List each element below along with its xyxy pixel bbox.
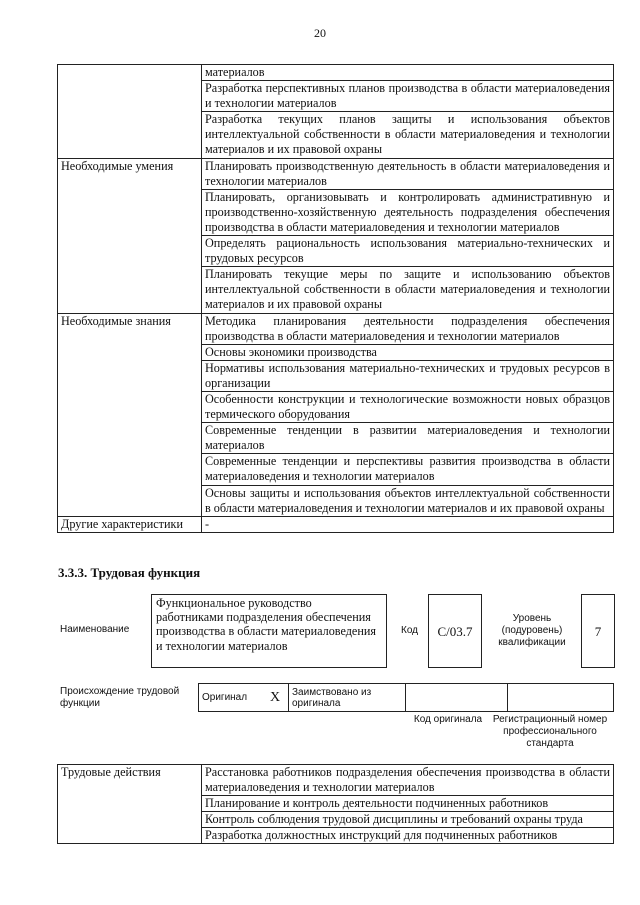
table-row — [58, 65, 614, 81]
row-item: Нормативы использования материально-технических и трудовых ресурсов в организации — [202, 360, 614, 391]
row-item: Современные тенденции в развитии материаловедения и технологии материалов — [202, 423, 614, 454]
function-name-box: Функциональное руководство работниками подразделения обеспечения производства в области материаловедения и технологии материалов — [151, 594, 387, 668]
original-code-caption: Код оригинала — [413, 714, 483, 725]
origin-table — [198, 683, 614, 712]
code-label: Код — [401, 625, 419, 636]
table-row — [58, 765, 614, 796]
row-item: Определять рациональность использования материально-технических и трудовых ресурсов — [202, 236, 614, 267]
name-label: Наименование — [60, 624, 130, 635]
original-cell: Оригинал — [199, 684, 263, 712]
table-row — [58, 158, 614, 189]
row-item: Современные тенденции и перспективы развития производства в области материаловедения и технологии материалов — [202, 454, 614, 485]
row-label — [58, 65, 202, 159]
labor-actions-table — [57, 764, 614, 844]
section-heading: 3.3.3. Трудовая функция — [58, 565, 201, 580]
row-item: Планировать, организовывать и контролировать административную и производственно-хозяйственную деятельность подразделения обеспечения производства в области материаловедения и технологии материалов — [202, 189, 614, 235]
row-item: Планировать производственную деятельность в области материаловедения и технологии материалов — [202, 158, 614, 189]
row-item: Основы экономики производства — [202, 344, 614, 360]
row-item: Планирование и контроль деятельности подчиненных работников — [202, 796, 614, 812]
row-item: материалов — [202, 65, 614, 81]
row-item: - — [202, 516, 614, 532]
row-label: Другие характеристики — [58, 516, 202, 532]
requirements-table — [57, 64, 614, 533]
qualification-level-box: 7 — [581, 594, 615, 668]
table-row — [58, 516, 614, 532]
row-item: Расстановка работников подразделения обеспечения производства в области материаловедения и технологии материалов — [202, 765, 614, 796]
row-label: Необходимые умения — [58, 158, 202, 313]
qualification-level-label: Уровень (подуровень) квалификации — [498, 613, 566, 648]
function-code-box: С/03.7 — [428, 594, 482, 668]
registration-number-caption: Регистрационный номер профессионального стандарта — [492, 714, 608, 749]
row-item: Методика планирования деятельности подразделения обеспечения производства в области материаловедения и технологии материалов — [202, 313, 614, 344]
row-item: Особенности конструкции и технологические возможности новых образцов термического оборудования — [202, 391, 614, 422]
table-row — [58, 313, 614, 344]
origin-label: Происхождение трудовой функции — [60, 686, 180, 709]
row-item: Контроль соблюдения трудовой дисциплины и требований охраны труда — [202, 812, 614, 828]
original-code-cell — [406, 684, 508, 712]
page-number: 20 — [314, 26, 326, 40]
row-item: Разработка должностных инструкций для подчиненных работников — [202, 828, 614, 844]
row-label: Трудовые действия — [58, 765, 202, 844]
row-item: Основы защиты и использования объектов интеллектуальной собственности в области материаловедения и технологии материалов и их правовой охраны — [202, 485, 614, 516]
original-mark: X — [262, 684, 289, 712]
registration-number-cell — [508, 684, 614, 712]
borrowed-cell: Заимствовано из оригинала — [289, 684, 406, 712]
row-item: Разработка перспективных планов производства в области материаловедения и технологии материалов — [202, 81, 614, 112]
row-item: Разработка текущих планов защиты и использования объектов интеллектуальной собственности в области материаловедения и технологии материалов и их правовой охраны — [202, 112, 614, 158]
row-label: Необходимые знания — [58, 313, 202, 516]
row-item: Планировать текущие меры по защите и использованию объектов интеллектуальной собственности в области материаловедения и технологии материалов и их правовой охраны — [202, 267, 614, 313]
